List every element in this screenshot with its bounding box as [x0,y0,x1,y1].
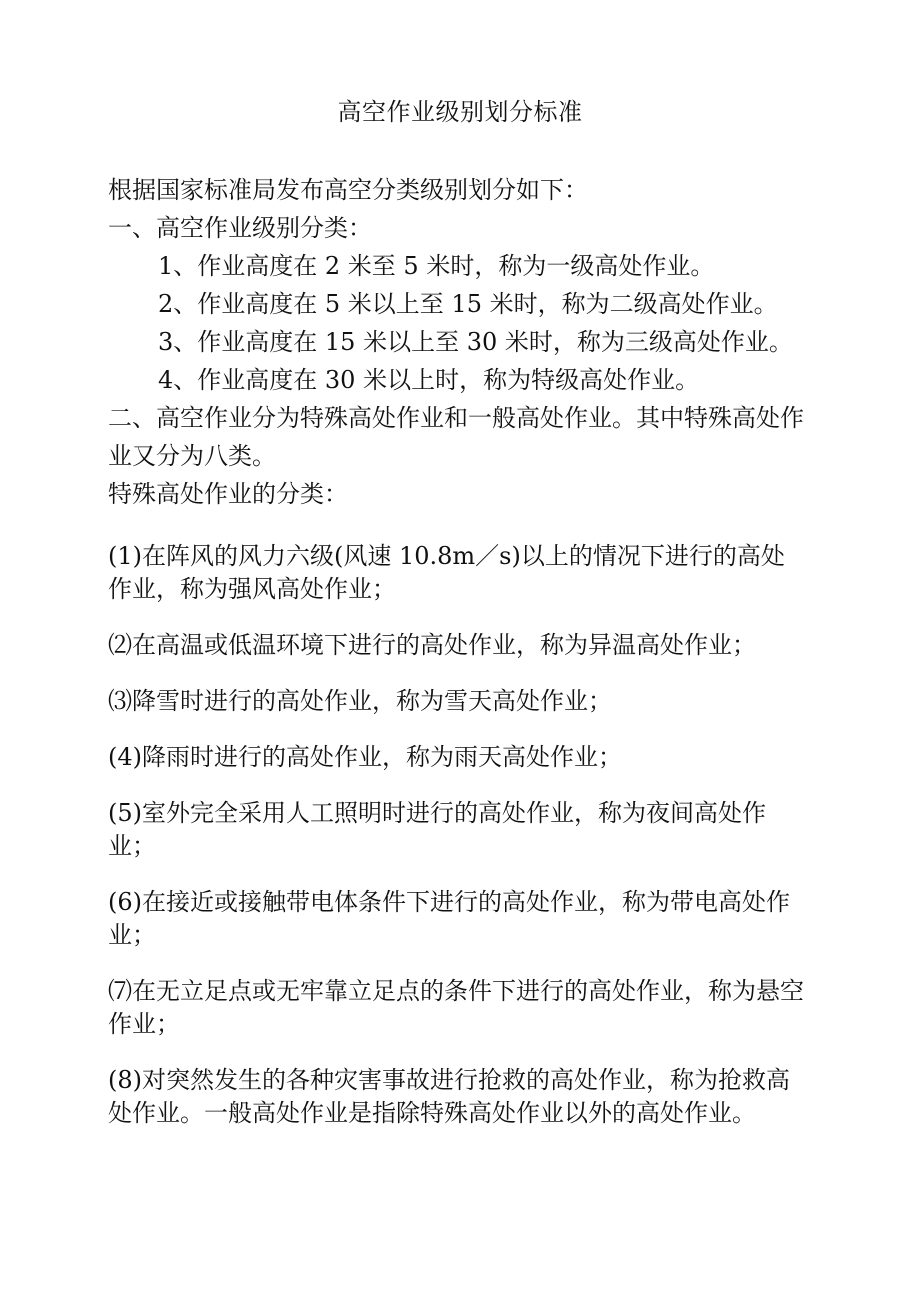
document-title: 高空作业级别划分标准 [337,98,583,126]
special-type-7: ⑺在无立足点或无牢靠立足点的条件下进行的高处作业，称为悬空作业； [108,977,804,1038]
section1-heading: 一、高空作业级别分类： [108,214,372,242]
intro-paragraph: 根据国家标准局发布高空分类级别划分如下： [108,176,588,204]
section2-subheading: 特殊高处作业的分类： [108,480,348,508]
special-type-8: (8)对突然发生的各种灾害事故进行抢救的高处作业，称为抢救高处作业。一般高处作业是指除特殊高处作业以外的高处作业。 [108,1066,790,1127]
document-body [108,171,808,1130]
section2-paragraph: 二、高空作业分为特殊高处作业和一般高处作业。其中特殊高处作业又分为八类。 [108,404,804,470]
special-type-2: ⑵在高温或低温环境下进行的高处作业，称为异温高处作业； [108,631,756,659]
level-item-1: 1、作业高度在 2 米至 5 米时，称为一级高处作业。 [158,252,715,280]
level-item-4: 4、作业高度在 30 米以上时，称为特级高处作业。 [158,366,700,394]
level-item-3: 3、作业高度在 15 米以上至 30 米时，称为三级高处作业。 [158,328,793,356]
special-type-6: (6)在接近或接触带电体条件下进行的高处作业，称为带电高处作业； [108,888,790,949]
special-type-3: ⑶降雪时进行的高处作业，称为雪天高处作业； [108,687,612,715]
level-item-2: 2、作业高度在 5 米以上至 15 米时，称为二级高处作业。 [158,290,778,318]
special-type-1: (1)在阵风的风力六级(风速 10.8m／s)以上的情况下进行的高处作业，称为强风高处作业； [108,542,785,603]
special-type-5: (5)室外完全采用人工照明时进行的高处作业，称为夜间高处作业； [108,799,766,860]
special-type-4: (4)降雨时进行的高处作业，称为雨天高处作业； [108,743,622,771]
